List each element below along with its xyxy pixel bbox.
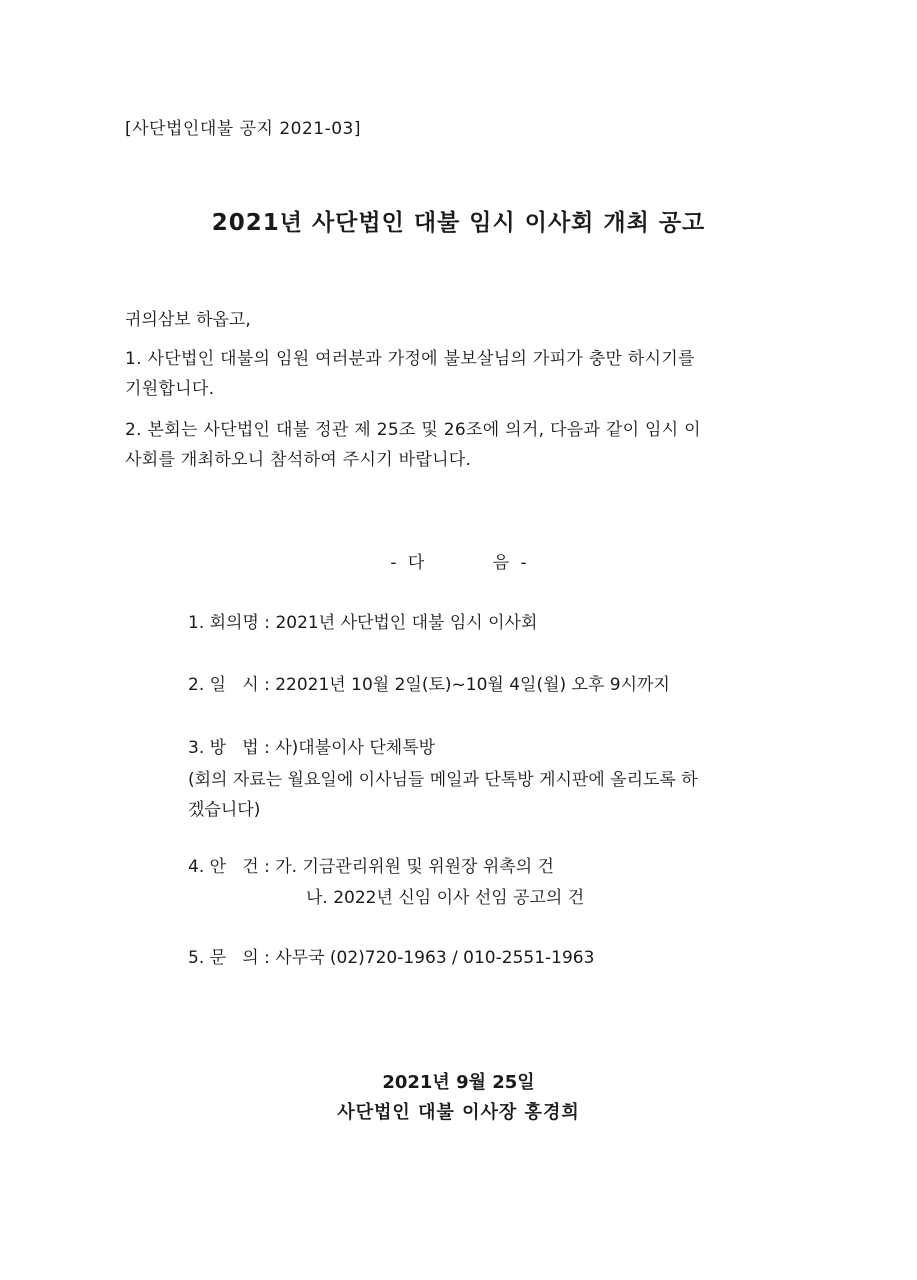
agenda-entry: 가. 기금관리위원 및 위원장 위촉의 건 — [275, 857, 554, 877]
paragraph-line: 2. 본회는 사단법인 대불 정관 제 25조 및 26조에 의거, 다음과 같이 임시 이 — [125, 420, 701, 440]
item-value: 22021년 10월 2일(토)~10월 4일(월) 오후 9시까지 — [275, 675, 670, 695]
greeting: 귀의삼보 하옵고, — [125, 310, 251, 330]
item-method-note-line: 겠습니다) — [188, 800, 261, 820]
signer-name: 사단법인 대불 이사장 홍경희 — [337, 1102, 580, 1123]
item-meeting-name — [188, 608, 537, 633]
paragraph-line: 기원합니다. — [125, 379, 215, 399]
item-method — [188, 733, 435, 758]
item-label: 2. 일 시 : — [188, 675, 270, 695]
item-value: 사무국 (02)720-1963 / 010-2551-1963 — [275, 948, 595, 968]
paragraph-line: 1. 사단법인 대불의 임원 여러분과 가정에 불보살님의 가피가 충만 하시기를 — [125, 349, 695, 369]
item-label: 1. 회의명 : — [188, 613, 271, 633]
paragraph-line: 사회를 개최하오니 참석하여 주시기 바랍니다. — [125, 450, 472, 470]
document-title: 2021년 사단법인 대불 임시 이사회 개최 공고 — [211, 210, 706, 236]
document-date: 2021년 9월 25일 — [382, 1072, 535, 1093]
item-label: 5. 문 의 : — [188, 948, 270, 968]
section-heading-text: - 다 음 - — [390, 553, 527, 573]
paragraph-2 — [125, 415, 815, 475]
item-label: 4. 안 건 : — [188, 857, 270, 877]
paragraph-1 — [125, 344, 815, 404]
section-heading — [0, 548, 917, 573]
item-label: 3. 방 법 : — [188, 738, 270, 758]
item-method-note-line: (회의 자료는 월요일에 이사님들 메일과 단톡방 게시판에 올리도록 하 — [188, 770, 698, 790]
agenda-entry: 나. 2022년 신임 이사 선임 공고의 건 — [306, 888, 585, 908]
item-agenda — [188, 852, 554, 877]
item-datetime — [188, 670, 670, 695]
item-inquiry — [188, 943, 594, 968]
item-value: 2021년 사단법인 대불 임시 이사회 — [275, 613, 538, 633]
item-value: 사)대불이사 단체톡방 — [275, 738, 436, 758]
notice-number: [사단법인대불 공지 2021-03] — [125, 119, 361, 139]
